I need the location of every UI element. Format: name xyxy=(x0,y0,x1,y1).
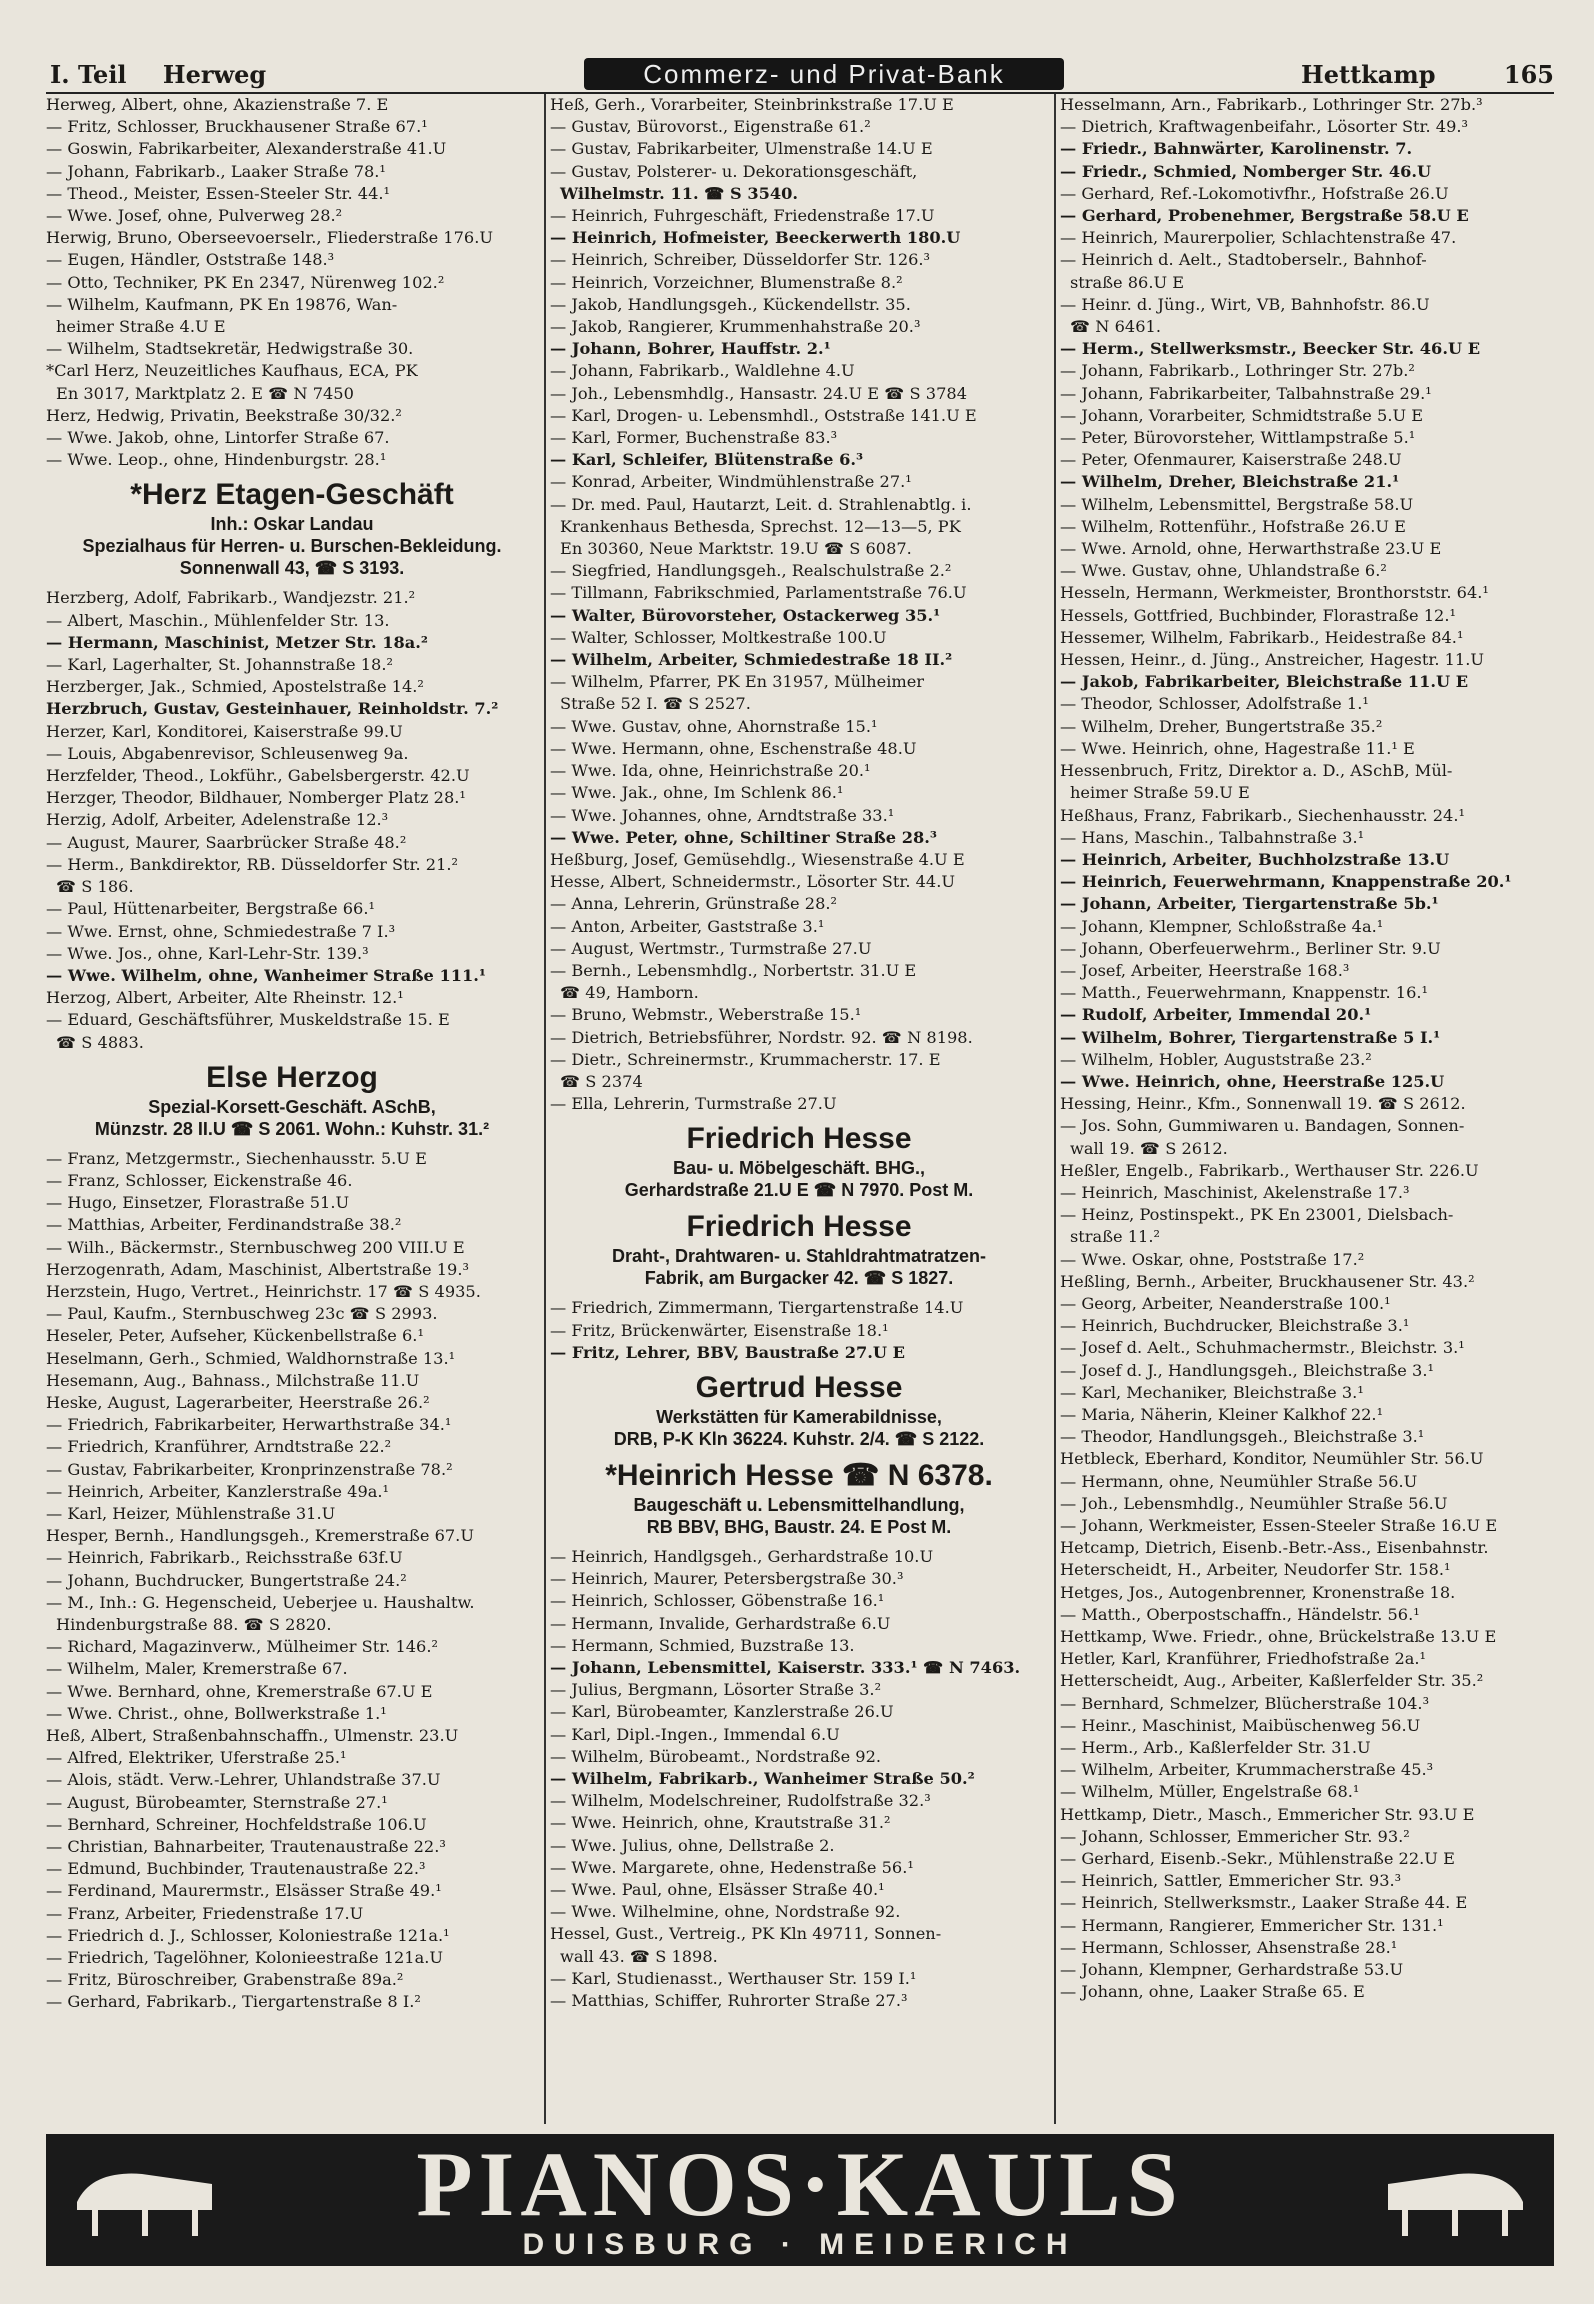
directory-entry: — Josef d. Aelt., Schuhmachermstr., Bleichstr. 3.¹ xyxy=(1060,1338,1465,1358)
advertisement-box xyxy=(550,1370,1048,1450)
directory-entry: — Johann, Fabrikarb., Laaker Straße 78.¹ xyxy=(46,161,386,181)
directory-entry: — Matth., Oberpostschaffn., Händelstr. 56.¹ xyxy=(1060,1604,1420,1624)
directory-entry: — Otto, Techniker, PK En 2347, Nürenweg 102.² xyxy=(46,272,445,292)
advertisement-line: RB BBV, BHG, Baustr. 24. E Post M. xyxy=(646,1516,952,1537)
advertisement-title: *Herz Etagen-Geschäft xyxy=(130,478,454,512)
directory-entry: — Bernh., Lebensmhdlg., Norbertstr. 31.U E xyxy=(550,960,917,980)
directory-entry: Hetler, Karl, Kranführer, Friedhofstraße 2a.¹ xyxy=(1060,1649,1427,1669)
directory-entry: Heseler, Peter, Aufseher, Kückenbellstraße 6.¹ xyxy=(46,1326,424,1346)
directory-entry: — Goswin, Fabrikarbeiter, Alexanderstraße 41.U xyxy=(46,139,447,159)
advertisement-line: Draht-, Drahtwaren- u. Stahldrahtmatratzen- xyxy=(611,1246,987,1267)
directory-entry: — Wwe. Ida, ohne, Heinrichstraße 20.¹ xyxy=(550,761,871,781)
directory-entry: — Wilhelm, Stadtsekretär, Hedwigstraße 30. xyxy=(46,339,414,359)
directory-entry: — Alois, städt. Verw.-Lehrer, Uhlandstraße 37.U xyxy=(46,1770,441,1790)
directory-entry: — M., Inh.: G. Hegenscheid, Ueberjee u. Haushaltw. xyxy=(46,1592,475,1612)
advertisement-line: Baugeschäft u. Lebensmittelhandlung, xyxy=(633,1494,965,1515)
directory-entry: — Karl, Lagerhalter, St. Johannstraße 18.² xyxy=(46,655,393,675)
directory-entry: — Johann, Buchdrucker, Bungertstraße 24.² xyxy=(46,1570,407,1590)
directory-entry: — Johann, Werkmeister, Essen-Steeler Straße 16.U E xyxy=(1060,1516,1498,1535)
directory-entry: Hesse, Albert, Schneidermstr., Lösorter Str. 44.U xyxy=(550,872,956,892)
advertisement-line: Spezial-Korsett-Geschäft. ASchB, xyxy=(148,1096,436,1117)
pianos-kauls-advertisement xyxy=(46,2134,1554,2266)
directory-entry: — Franz, Arbeiter, Friedenstraße 17.U xyxy=(46,1903,364,1923)
directory-entry: Hesper, Bernh., Handlungsgeh., Kremerstraße 67.U xyxy=(46,1526,474,1546)
directory-entry: wall 43. ☎ S 1898. xyxy=(560,1946,718,1966)
directory-entry: — Wilhelm, Modelschreiner, Rudolfstraße 32.³ xyxy=(550,1791,931,1811)
advertisement-title: Friedrich Hesse xyxy=(686,1210,912,1244)
directory-entry: straße 86.U E xyxy=(1070,272,1185,292)
directory-entry: — Heinrich, Fuhrgeschäft, Friedenstraße 17.U xyxy=(550,206,935,226)
directory-entry: — Jakob, Handlungsgeh., Kückendellstr. 35. xyxy=(550,294,911,314)
directory-entry: — Friedr., Schmied, Nomberger Str. 46.U xyxy=(1060,161,1432,181)
directory-entry: Wilhelmstr. 11. ☎ S 3540. xyxy=(560,183,799,203)
directory-entry: — Herm., Stellwerksmstr., Beecker Str. 46.U E xyxy=(1060,339,1481,359)
directory-entry: — Friedr., Bahnwärter, Karolinenstr. 7. xyxy=(1060,139,1413,159)
directory-entry: Heßler, Engelb., Fabrikarb., Werthauser Str. 226.U xyxy=(1060,1160,1479,1180)
directory-entry: — Fritz, Schlosser, Bruckhausener Straße 67.¹ xyxy=(46,117,428,137)
directory-entry: — Dietrich, Betriebsführer, Nordstr. 92. ☎ N 8198. xyxy=(550,1027,973,1047)
directory-entry: — Josef d. J., Handlungsgeh., Bleichstraße 3.¹ xyxy=(1060,1360,1434,1380)
directory-entry: — Fritz, Brückenwärter, Eisenstraße 18.¹ xyxy=(550,1320,889,1340)
directory-entry: — Friedrich, Fabrikarbeiter, Herwarthstraße 34.¹ xyxy=(46,1415,452,1435)
directory-entry: — Herm., Bankdirektor, RB. Düsseldorfer Str. 21.² xyxy=(46,854,459,874)
advertisement-line: Werkstätten für Kamerabildnisse, xyxy=(656,1406,942,1427)
directory-entry: — Paul, Hüttenarbeiter, Bergstraße 66.¹ xyxy=(46,899,375,919)
directory-entry: — Wwe. Paul, ohne, Elsässer Straße 40.¹ xyxy=(550,1880,885,1899)
directory-entry: — Fritz, Lehrer, BBV, Baustraße 27.U E xyxy=(550,1342,905,1362)
directory-entry: — Matth., Feuerwehrmann, Knappenstr. 16.¹ xyxy=(1060,983,1429,1003)
directory-entry: — Wwe. Josef, ohne, Pulverweg 28.² xyxy=(46,206,343,226)
directory-entry: — August, Maurer, Saarbrücker Straße 48.² xyxy=(46,832,407,852)
directory-entry: — Hermann, Schmied, Buzstraße 13. xyxy=(550,1635,855,1655)
directory-entry: Hesemann, Aug., Bahnass., Milchstraße 11.U xyxy=(46,1370,420,1390)
directory-entry: Heßburg, Josef, Gemüsehdlg., Wiesenstraße 4.U E xyxy=(550,849,965,869)
directory-entry: — Heinrich, Fabrikarb., Reichsstraße 63f.U xyxy=(46,1548,403,1568)
directory-entry: Hetcamp, Dietrich, Eisenb.-Betr.-Ass., Eisenbahnstr. xyxy=(1060,1538,1489,1558)
directory-entry: Herzbruch, Gustav, Gesteinhauer, Reinholdstr. 7.² xyxy=(46,699,499,719)
directory-entry: — Wwe. Oskar, ohne, Poststraße 17.² xyxy=(1060,1249,1365,1269)
directory-entry: — Louis, Abgabenrevisor, Schleusenweg 9a. xyxy=(46,743,409,763)
directory-entry: — Wilhelm, Arbeiter, Schmiedestraße 18 II.² xyxy=(550,650,953,670)
page-header xyxy=(50,58,1554,92)
directory-entry: Heselmann, Gerh., Schmied, Waldhornstraße 13.¹ xyxy=(46,1348,456,1368)
directory-entry: Herzig, Adolf, Arbeiter, Adelenstraße 12.³ xyxy=(46,810,389,830)
directory-entry: Hessels, Gottfried, Buchbinder, Florastraße 12.¹ xyxy=(1060,605,1456,625)
directory-entry: — Heinrich, Sattler, Emmericher Str. 93.³ xyxy=(1060,1871,1402,1891)
directory-entry: — Eugen, Händler, Oststraße 148.³ xyxy=(46,250,335,270)
directory-entry: — Jos. Sohn, Gummiwaren u. Bandagen, Sonnen- xyxy=(1060,1116,1465,1136)
directory-entry: — Peter, Ofenmaurer, Kaiserstraße 248.U xyxy=(1060,450,1402,470)
directory-entry: Herzer, Karl, Konditorei, Kaiserstraße 99.U xyxy=(46,721,403,741)
directory-entry: — Friedrich, Tagelöhner, Kolonieestraße 121a.U xyxy=(46,1948,444,1968)
directory-entry: — Dr. med. Paul, Hautarzt, Leit. d. Strahlenabtlg. i. xyxy=(550,494,972,514)
directory-entry: — Friedrich, Kranführer, Arndtstraße 22.² xyxy=(46,1437,392,1457)
directory-entry: ☎ N 6461. xyxy=(1070,317,1161,337)
directory-entry: — Heinrich, Maurer, Petersbergstraße 30.³ xyxy=(550,1569,904,1589)
directory-entry: — Jakob, Rangierer, Krummenhahstraße 20.³ xyxy=(550,317,921,337)
directory-entry: — Christian, Bahnarbeiter, Trautenaustraße 22.³ xyxy=(46,1837,446,1857)
directory-entry: Herzberg, Adolf, Fabrikarb., Wandjezstr. 21.² xyxy=(46,588,416,608)
header-left-name: Herweg xyxy=(162,60,267,89)
directory-entry: — Wilh., Bäckermstr., Sternbuschweg 200 VIII.U E xyxy=(46,1237,465,1257)
directory-entry: — Hermann, Invalide, Gerhardstraße 6.U xyxy=(550,1613,891,1633)
banner-title: PIANOS·KAULS xyxy=(416,2133,1184,2235)
directory-entry: — Johann, Fabrikarb., Waldlehne 4.U xyxy=(550,361,855,381)
directory-entry: — Wilhelm, Fabrikarb., Wanheimer Straße 50.² xyxy=(550,1768,975,1788)
directory-entry: — Heinrich, Maschinist, Akelenstraße 17.³ xyxy=(1060,1182,1410,1202)
directory-entry: — Karl, Studienasst., Werthauser Str. 159 I.¹ xyxy=(550,1968,917,1988)
directory-entry: — Wwe. Heinrich, ohne, Hagestraße 11.¹ E xyxy=(1060,738,1415,758)
directory-entry: Hindenburgstraße 88. ☎ S 2820. xyxy=(56,1614,332,1634)
directory-entry: — Josef, Arbeiter, Heerstraße 168.³ xyxy=(1060,960,1350,980)
directory-entry: — Wilhelm, Rottenführ., Hofstraße 26.U E xyxy=(1060,516,1406,536)
directory-entry: — Theodor, Handlungsgeh., Bleichstraße 3.¹ xyxy=(1060,1427,1425,1447)
advertisement-title: Gertrud Hesse xyxy=(695,1370,903,1404)
advertisement-line: Spezialhaus für Herren- u. Burschen-Bekleidung. xyxy=(82,536,502,557)
directory-entry: Hessel, Gust., Vertreig., PK Kln 49711, Sonnen- xyxy=(550,1924,942,1944)
advertisement-box xyxy=(550,1458,1048,1538)
directory-entry: — Wwe. Wilhelm, ohne, Wanheimer Straße 111.¹ xyxy=(46,965,486,985)
directory-entry: — Heinr. d. Jüng., Wirt, VB, Bahnhofstr. 86.U xyxy=(1060,294,1430,314)
advertisement-title: *Heinrich Hesse ☎ N 6378. xyxy=(605,1458,993,1492)
directory-entry: — Walter, Bürovorsteher, Ostackerweg 35.¹ xyxy=(550,605,941,625)
directory-entry: — Johann, Arbeiter, Tiergartenstraße 5b.¹ xyxy=(1060,894,1439,914)
directory-entry: En 30360, Neue Marktstr. 19.U ☎ S 6087. xyxy=(560,539,912,559)
advertisement-line: Fabrik, am Burgacker 42. ☎ S 1827. xyxy=(644,1268,954,1289)
column-3 xyxy=(1060,94,1554,2124)
advertisement-line: Münzstr. 28 II.U ☎ S 2061. Wohn.: Kuhstr. 31.² xyxy=(94,1118,490,1139)
directory-entry: Heßling, Bernh., Arbeiter, Bruckhausener Str. 43.² xyxy=(1060,1271,1475,1291)
directory-entry: — Hermann, ohne, Neumühler Straße 56.U xyxy=(1060,1471,1418,1491)
directory-entry: — Rudolf, Arbeiter, Immendal 20.¹ xyxy=(1060,1005,1372,1025)
column-2 xyxy=(550,94,1048,2124)
directory-entry: Heterscheidt, H., Arbeiter, Neudorfer Str. 158.¹ xyxy=(1060,1560,1451,1580)
directory-entry: straße 11.² xyxy=(1070,1227,1160,1247)
directory-entry: — Heinz, Postinspekt., PK En 23001, Dielsbach- xyxy=(1060,1205,1454,1225)
directory-entry: — Peter, Bürovorsteher, Wittlampstraße 5.¹ xyxy=(1060,428,1416,448)
directory-entry: — Edmund, Buchbinder, Trautenaustraße 22.³ xyxy=(46,1859,426,1879)
directory-entry: — Ella, Lehrerin, Turmstraße 27.U xyxy=(550,1094,837,1114)
directory-entry: Herzberger, Jak., Schmied, Apostelstraße 14.² xyxy=(46,677,424,697)
directory-entry: — Gustav, Fabrikarbeiter, Kronprinzenstraße 78.² xyxy=(46,1459,453,1479)
directory-entry: Herzstein, Hugo, Vertret., Heinrichstr. 17 ☎ S 4935. xyxy=(46,1281,481,1301)
directory-entry: — Gerhard, Eisenb.-Sekr., Mühlenstraße 22.U E xyxy=(1060,1849,1455,1869)
page-number: 165 xyxy=(1503,60,1554,89)
directory-entry: ☎ S 2374 xyxy=(560,1071,643,1091)
directory-entry: — Gerhard, Probenehmer, Bergstraße 58.U E xyxy=(1060,206,1469,226)
directory-entry: Herzog, Albert, Arbeiter, Alte Rheinstr. 12.¹ xyxy=(46,988,404,1008)
advertisement-box xyxy=(550,1121,1048,1201)
advertisement-box xyxy=(46,1060,538,1140)
directory-entry: — Hermann, Schlosser, Ahsenstraße 28.¹ xyxy=(1060,1937,1398,1957)
directory-entry: — Johann, ohne, Laaker Straße 65. E xyxy=(1060,1982,1365,2002)
directory-entry: — Gustav, Polsterer- u. Dekorationsgeschäft, xyxy=(550,161,918,181)
directory-entry: — Maria, Näherin, Kleiner Kalkhof 22.¹ xyxy=(1060,1404,1384,1424)
directory-entry: — Wwe. Heinrich, ohne, Krautstraße 31.² xyxy=(550,1813,891,1833)
directory-entry: Hetterscheidt, Aug., Arbeiter, Kaßlerfelder Str. 35.² xyxy=(1060,1671,1484,1691)
directory-entry: — Johann, Klempner, Schloßstraße 4a.¹ xyxy=(1060,916,1384,936)
directory-entry: ☎ 49, Hamborn. xyxy=(560,983,699,1003)
directory-entry: — Bruno, Webmstr., Weberstraße 15.¹ xyxy=(550,1005,862,1025)
directory-entry: — Johann, Klempner, Gerhardstraße 53.U xyxy=(1060,1960,1404,1980)
advertisement-box xyxy=(550,1209,1048,1289)
directory-entry: Hessenbruch, Fritz, Direktor a. D., ASchB, Mül- xyxy=(1060,761,1453,781)
directory-entry: — Dietr., Schreinermstr., Krummacherstr. 17. E xyxy=(550,1049,941,1069)
directory-entry: Hetges, Jos., Autogenbrenner, Kronenstraße 18. xyxy=(1060,1582,1456,1602)
directory-entry: — Heinrich, Maurerpolier, Schlachtenstraße 47. xyxy=(1060,228,1457,248)
directory-entry: — Matthias, Schiffer, Ruhrorter Straße 27.³ xyxy=(550,1991,908,2011)
directory-entry: — Gerhard, Fabrikarb., Tiergartenstraße 8 I.² xyxy=(46,1992,421,2012)
directory-entry: — Heinrich, Stellwerksmstr., Laaker Straße 44. E xyxy=(1060,1893,1468,1913)
directory-entry: — Karl, Drogen- u. Lebensmhdl., Oststraße 141.U E xyxy=(550,405,977,425)
directory-entry: — Johann, Schlosser, Emmericher Str. 93.² xyxy=(1060,1826,1410,1846)
directory-entry: — Heinrich, Feuerwehrmann, Knappenstraße 20.¹ xyxy=(1060,872,1512,892)
directory-entry: — Karl, Schleifer, Blütenstraße 6.³ xyxy=(550,450,864,470)
directory-entry: wall 19. ☎ S 2612. xyxy=(1070,1138,1228,1158)
directory-entry: — Konrad, Arbeiter, Windmühlenstraße 27.¹ xyxy=(550,472,912,492)
directory-entry: — Eduard, Geschäftsführer, Muskeldstraße 15. E xyxy=(46,1010,450,1030)
directory-entry: — Wilhelm, Hobler, Auguststraße 23.² xyxy=(1060,1049,1372,1069)
directory-entry: — Wwe. Gustav, ohne, Ahornstraße 15.¹ xyxy=(550,716,878,736)
directory-entry: — Ferdinand, Maurermstr., Elsässer Straße 49.¹ xyxy=(46,1881,442,1901)
directory-entry: — Wwe. Johannes, ohne, Arndtstraße 33.¹ xyxy=(550,805,895,825)
directory-entry: — Georg, Arbeiter, Neanderstraße 100.¹ xyxy=(1060,1293,1391,1313)
directory-entry: — August, Wertmstr., Turmstraße 27.U xyxy=(550,938,872,958)
directory-entry: — Wwe. Bernhard, ohne, Kremerstraße 67.U E xyxy=(46,1681,433,1701)
directory-entry: — Heinrich, Vorzeichner, Blumenstraße 8.² xyxy=(550,272,903,292)
directory-entry: — Albert, Maschin., Mühlenfelder Str. 13. xyxy=(46,610,390,630)
directory-entry: — Johann, Fabrikarbeiter, Talbahnstraße 29.¹ xyxy=(1060,383,1432,403)
directory-entry: — Wilhelm, Bohrer, Tiergartenstraße 5 I.¹ xyxy=(1060,1027,1441,1047)
advertisement-box xyxy=(46,477,538,579)
directory-entry: — Wilhelm, Maler, Kremerstraße 67. xyxy=(46,1659,348,1679)
directory-entry: — Karl, Heizer, Mühlenstraße 31.U xyxy=(46,1503,336,1523)
directory-entry: — Hugo, Einsetzer, Florastraße 51.U xyxy=(46,1193,350,1213)
directory-entry: — Wwe. Heinrich, ohne, Heerstraße 125.U xyxy=(1060,1071,1445,1091)
directory-entry: — Wilhelm, Dreher, Bungertstraße 35.² xyxy=(1060,716,1383,736)
directory-entry: — Siegfried, Handlungsgeh., Realschulstraße 2.² xyxy=(550,561,952,581)
directory-entry: — Wilhelm, Bürobeamt., Nordstraße 92. xyxy=(550,1746,882,1766)
directory-entry: — Wilhelm, Müller, Engelstraße 68.¹ xyxy=(1060,1782,1360,1802)
directory-entry: — Heinrich, Arbeiter, Kanzlerstraße 49a.¹ xyxy=(46,1481,390,1501)
directory-entry: — Wwe. Julius, ohne, Dellstraße 2. xyxy=(550,1835,835,1855)
directory-entry: — Wwe. Arnold, ohne, Herwarthstraße 23.U E xyxy=(1060,539,1442,559)
directory-entry: — Wwe. Ernst, ohne, Schmiedestraße 7 I.³ xyxy=(46,921,396,941)
directory-entry: — Paul, Kaufm., Sternbuschweg 23c ☎ S 2993. xyxy=(46,1304,438,1324)
directory-entry: — Karl, Dipl.-Ingen., Immendal 6.U xyxy=(550,1724,840,1744)
directory-entry: — Hermann, Maschinist, Metzer Str. 18a.² xyxy=(46,632,429,652)
directory-entry: En 3017, Marktplatz 2. E ☎ N 7450 xyxy=(56,383,354,403)
directory-entry: — Karl, Mechaniker, Bleichstraße 3.¹ xyxy=(1060,1382,1364,1402)
directory-entry: — Fritz, Büroschreiber, Grabenstraße 89a.² xyxy=(46,1970,404,1990)
directory-entry: — Richard, Magazinverw., Mülheimer Str. 146.² xyxy=(46,1637,438,1657)
directory-entry: — Gustav, Bürovorst., Eigenstraße 61.² xyxy=(550,117,871,137)
directory-entry: — Franz, Schlosser, Eickenstraße 46. xyxy=(46,1170,353,1190)
directory-entry: — Gustav, Fabrikarbeiter, Ulmenstraße 14.U E xyxy=(550,139,933,159)
directory-entry: — Hans, Maschin., Talbahnstraße 3.¹ xyxy=(1060,827,1365,847)
directory-entry: *Carl Herz, Neuzeitliches Kaufhaus, ECA, PK xyxy=(46,361,418,381)
directory-entry: Heßhaus, Franz, Fabrikarb., Siechenhausstr. 24.¹ xyxy=(1060,805,1465,825)
directory-entry: heimer Straße 4.U E xyxy=(56,317,226,337)
directory-entry: — Matthias, Arbeiter, Ferdinandstraße 38.² xyxy=(46,1215,402,1235)
directory-entry: — Julius, Bergmann, Lösorter Straße 3.² xyxy=(550,1680,882,1700)
directory-entry: ☎ S 186. xyxy=(56,877,134,897)
directory-entry: Herzger, Theodor, Bildhauer, Nomberger Platz 28.¹ xyxy=(46,788,466,808)
directory-entry: — Alfred, Elektriker, Uferstraße 25.¹ xyxy=(46,1748,347,1768)
directory-entry: — Heinrich, Handlgsgeh., Gerhardstraße 10.U xyxy=(550,1546,934,1566)
directory-entry: Herzfelder, Theod., Lokführ., Gabelsbergerstr. 42.U xyxy=(46,766,470,786)
directory-entry: — Gerhard, Ref.-Lokomotivfhr., Hofstraße 26.U xyxy=(1060,183,1449,203)
column-divider xyxy=(1054,94,1056,2124)
header-right-name: Hettkamp xyxy=(1301,60,1436,89)
directory-entry: — Johann, Oberfeuerwehrm., Berliner Str. 9.U xyxy=(1060,938,1441,958)
directory-entry: — Johann, Lebensmittel, Kaiserstr. 333.¹ ☎ N 7463. xyxy=(550,1657,1021,1677)
directory-entry: — Wilhelm, Dreher, Bleichstraße 21.¹ xyxy=(1060,472,1400,492)
advertisement-line: Gerhardstraße 21.U E ☎ N 7970. Post M. xyxy=(624,1180,974,1201)
advertisement-line: DRB, P-K Kln 36224. Kuhstr. 2/4. ☎ S 2122. xyxy=(613,1428,985,1449)
directory-entry: — Wilhelm, Pfarrer, PK En 31957, Mülheimer xyxy=(550,672,925,692)
directory-entry: — Bernhard, Schmelzer, Blücherstraße 104.³ xyxy=(1060,1693,1430,1713)
directory-entry: — Joh., Lebensmhdlg., Neumühler Straße 56.U xyxy=(1060,1493,1448,1513)
directory-entry: — Heinrich d. Aelt., Stadtoberselr., Bahnhof- xyxy=(1060,250,1427,270)
directory-entry: — Friedrich, Zimmermann, Tiergartenstraße 14.U xyxy=(550,1298,964,1318)
directory-entry: — Jakob, Fabrikarbeiter, Bleichstraße 11.U E xyxy=(1060,672,1469,692)
advertisement-title: Friedrich Hesse xyxy=(686,1122,912,1156)
directory-entry: — Johann, Fabrikarb., Lothringer Str. 27b.² xyxy=(1060,361,1415,381)
directory-entry: heimer Straße 59.U E xyxy=(1070,783,1250,803)
directory-entry: Hesselmann, Arn., Fabrikarb., Lothringer Str. 27b.³ xyxy=(1060,95,1483,114)
directory-entry: — Herm., Arb., Kaßlerfelder Str. 31.U xyxy=(1060,1738,1371,1758)
directory-entry: Herzogenrath, Adam, Maschinist, Albertstraße 19.³ xyxy=(46,1259,469,1279)
directory-entry: — August, Bürobeamter, Sternstraße 27.¹ xyxy=(46,1792,388,1812)
column-divider xyxy=(544,94,546,2124)
directory-entry: — Wwe. Jakob, ohne, Lintorfer Straße 67. xyxy=(46,428,390,448)
directory-entry: — Heinrich, Hofmeister, Beeckerwerth 180.U xyxy=(550,228,961,248)
directory-entry: — Wwe. Wilhelmine, ohne, Nordstraße 92. xyxy=(550,1902,901,1922)
directory-entry: — Wilhelm, Arbeiter, Krummacherstraße 45.³ xyxy=(1060,1760,1434,1780)
directory-entry: — Wwe. Peter, ohne, Schiltiner Straße 28.³ xyxy=(550,827,937,847)
bank-banner: Commerz- und Privat-Bank xyxy=(584,58,1064,90)
advertisement-line: Inh.: Oskar Landau xyxy=(210,514,374,535)
directory-entry: — Heinrich, Schlosser, Göbenstraße 16.¹ xyxy=(550,1591,885,1611)
column-1 xyxy=(46,94,538,2124)
directory-entry: Heske, August, Lagerarbeiter, Heerstraße 26.² xyxy=(46,1392,430,1412)
directory-entry: — Heinrich, Arbeiter, Buchholzstraße 13.U xyxy=(1060,849,1450,869)
directory-entry: Heß, Gerh., Vorarbeiter, Steinbrinkstraße 17.U E xyxy=(550,95,954,114)
directory-entry: — Wwe. Leop., ohne, Hindenburgstr. 28.¹ xyxy=(46,450,387,470)
directory-entry: — Franz, Metzgermstr., Siechenhausstr. 5.U E xyxy=(46,1148,427,1168)
directory-entry: — Karl, Former, Buchenstraße 83.³ xyxy=(550,428,838,448)
directory-entry: — Wwe. Gustav, ohne, Uhlandstraße 6.² xyxy=(1060,561,1387,581)
directory-entry: — Wilhelm, Lebensmittel, Bergstraße 58.U xyxy=(1060,494,1414,514)
part-label: I. Teil xyxy=(50,60,127,89)
directory-entry: Hettkamp, Wwe. Friedr., ohne, Brückelstraße 13.U E xyxy=(1060,1627,1497,1647)
directory-entry: — Joh., Lebensmhdlg., Hansastr. 24.U E ☎ S 3784 xyxy=(550,383,967,403)
directory-entry: — Theodor, Schlosser, Adolfstraße 1.¹ xyxy=(1060,694,1369,714)
directory-entry: — Wwe. Hermann, ohne, Eschenstraße 48.U xyxy=(550,738,917,758)
directory-entry: — Wwe. Christ., ohne, Bollwerkstraße 1.¹ xyxy=(46,1703,387,1723)
directory-entry: Krankenhaus Bethesda, Sprechst. 12—13—5, PK xyxy=(560,516,961,536)
directory-entry: ☎ S 4883. xyxy=(56,1032,144,1052)
directory-entry: — Anton, Arbeiter, Gaststraße 3.¹ xyxy=(550,916,825,936)
advertisement-title: Else Herzog xyxy=(206,1060,378,1094)
directory-entry: Hetbleck, Eberhard, Konditor, Neumühler Str. 56.U xyxy=(1060,1449,1484,1469)
directory-entry: — Anna, Lehrerin, Grünstraße 28.² xyxy=(550,894,838,914)
directory-entry: — Johann, Bohrer, Hauffstr. 2.¹ xyxy=(550,339,831,359)
directory-entry: Hessing, Heinr., Kfm., Sonnenwall 19. ☎ S 2612. xyxy=(1060,1094,1466,1114)
directory-entry: — Johann, Vorarbeiter, Schmidtstraße 5.U E xyxy=(1060,405,1424,425)
directory-entry: Hesseln, Hermann, Werkmeister, Bronthorststr. 64.¹ xyxy=(1060,583,1489,603)
directory-entry: — Wwe. Jak., ohne, Im Schlenk 86.¹ xyxy=(550,783,844,803)
directory-entry: — Hermann, Rangierer, Emmericher Str. 131.¹ xyxy=(1060,1915,1444,1935)
directory-entry: — Bernhard, Schreiner, Hochfeldstraße 106.U xyxy=(46,1814,427,1834)
directory-entry: — Wwe. Margarete, ohne, Hedenstraße 56.¹ xyxy=(550,1857,914,1877)
banner-subtitle: DUISBURG · MEIDERICH xyxy=(522,2228,1078,2261)
directory-entry: Herweg, Albert, ohne, Akazienstraße 7. E xyxy=(46,95,389,114)
directory-entry: — Heinrich, Schreiber, Düsseldorfer Str. 126.³ xyxy=(550,250,931,270)
directory-entry: Heß, Albert, Straßenbahnschaffn., Ulmenstr. 23.U xyxy=(46,1726,459,1745)
directory-entry: — Wilhelm, Kaufmann, PK En 19876, Wan- xyxy=(46,294,398,314)
directory-entry: Hessemer, Wilhelm, Fabrikarb., Heidestraße 84.¹ xyxy=(1060,627,1464,647)
directory-entry: — Theod., Meister, Essen-Steeler Str. 44.¹ xyxy=(46,183,391,203)
directory-entry: Hessen, Heinr., d. Jüng., Anstreicher, Hagestr. 11.U xyxy=(1060,650,1484,670)
directory-entry: Straße 52 I. ☎ S 2527. xyxy=(560,694,751,714)
directory-entry: — Wwe. Jos., ohne, Karl-Lehr-Str. 139.³ xyxy=(46,943,369,963)
directory-entry: — Heinr., Maschinist, Maibüschenweg 56.U xyxy=(1060,1715,1421,1735)
directory-entry: Hettkamp, Dietr., Masch., Emmericher Str. 93.U E xyxy=(1060,1804,1475,1824)
directory-entry: — Walter, Schlosser, Moltkestraße 100.U xyxy=(550,627,887,647)
directory-entry: — Karl, Bürobeamter, Kanzlerstraße 26.U xyxy=(550,1702,894,1722)
directory-entry: — Dietrich, Kraftwagenbeifahr., Lösorter Str. 49.³ xyxy=(1060,117,1469,137)
directory-entry: — Friedrich d. J., Schlosser, Koloniestraße 121a.¹ xyxy=(46,1925,450,1945)
directory-entry: Herz, Hedwig, Privatin, Beekstraße 30/32.² xyxy=(46,405,402,425)
directory-entry: — Heinrich, Buchdrucker, Bleichstraße 3.¹ xyxy=(1060,1316,1410,1336)
advertisement-line: Bau- u. Möbelgeschäft. BHG., xyxy=(672,1158,926,1179)
directory-entry: — Tillmann, Fabrikschmied, Parlamentstraße 76.U xyxy=(550,583,967,603)
directory-entry: Herwig, Bruno, Oberseevoerselr., Fliederstraße 176.U xyxy=(46,228,493,248)
advertisement-line: Sonnenwall 43, ☎ S 3193. xyxy=(179,558,405,579)
